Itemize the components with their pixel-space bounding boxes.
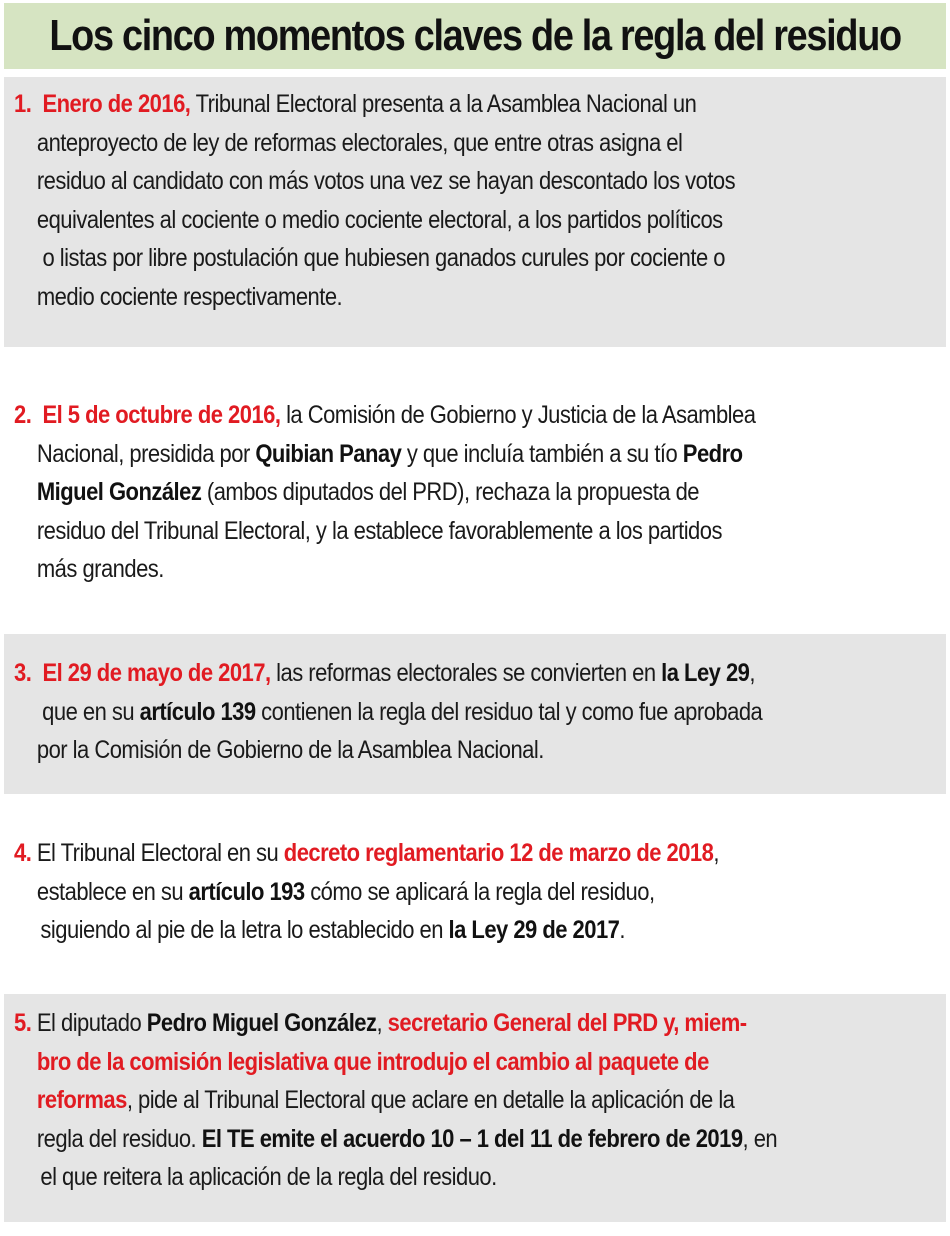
decree-ref: decreto reglamentario 12 de marzo de 2018 [283, 839, 714, 867]
moment-3 [4, 634, 946, 794]
highlight-text: reformas [36, 1086, 127, 1114]
item-text: Nacional, presidida por [36, 439, 256, 468]
title-bar [4, 3, 946, 69]
item-text: , [376, 1009, 388, 1037]
item-text: , en [742, 1124, 778, 1153]
item-number: 1. [14, 90, 32, 118]
item-text: medio cociente respectivamente. [36, 282, 343, 311]
item-text: regla del residuo. [36, 1124, 202, 1153]
moment-2 [4, 388, 946, 618]
item-text: (ambos diputados del PRD), rechaza la propuesta de [201, 478, 700, 506]
moment-4 [4, 826, 946, 966]
item-number: 5. [14, 1009, 32, 1037]
person-name: Miguel González [36, 478, 202, 506]
item-text: más grandes. [36, 555, 164, 583]
person-name: Quibian Panay [255, 439, 402, 468]
item-text: por la Comisión de Gobierno de la Asamblea Nacional. [36, 736, 544, 764]
item-date: El 29 de mayo de 2017, [42, 659, 271, 687]
item-text: , [713, 839, 719, 867]
item-text: Tribunal Electoral presenta a la Asamblea Nacional un [195, 90, 697, 118]
page-title: Los cinco momentos claves de la regla del residuo [49, 11, 901, 60]
item-number: 4. [14, 839, 32, 867]
moment-5 [4, 994, 946, 1222]
item-text: la Comisión de Gobierno y Justicia de la Asamblea [286, 401, 756, 429]
item-text: o listas por libre postulación que hubiesen ganados curules por cociente o [36, 244, 725, 272]
item-text: siguiendo al pie de la letra lo establecido en [40, 916, 449, 944]
highlight-text: bro de la comisión legislativa que introdujo el cambio al paquete de [36, 1047, 709, 1076]
moment-1 [4, 77, 946, 347]
item-text: equivalentes al cociente o medio cociente electoral, a los partidos políticos [36, 205, 723, 234]
item-text: residuo al candidato con más votos una vez se hayan descontado los votos [36, 167, 736, 195]
law-ref: la Ley 29 [661, 659, 750, 687]
article-ref: artículo 193 [188, 877, 305, 906]
person-name: Pedro Miguel González [146, 1009, 377, 1037]
item-text: El Tribunal Electoral en su [36, 839, 284, 867]
item-text: , pide al Tribunal Electoral que aclare en detalle la aplicación de la [126, 1086, 735, 1114]
item-date: Enero de 2016, [42, 90, 191, 118]
item-text: las reformas electorales se convierten en [276, 659, 662, 687]
item-text: El diputado [36, 1009, 147, 1037]
item-number: 3. [14, 659, 32, 687]
item-text: residuo del Tribunal Electoral, y la establece favorablemente a los partidos [36, 516, 722, 545]
item-text: . [619, 916, 625, 944]
highlight-text: secretario General del PRD y, miem- [387, 1009, 747, 1037]
item-text: cómo se aplicará la regla del residuo, [304, 877, 655, 906]
item-text: , [749, 659, 755, 687]
article-ref: artículo 139 [139, 697, 256, 726]
item-number: 2. [14, 401, 32, 429]
item-text: establece en su [36, 877, 189, 906]
item-text: que en su [42, 697, 140, 726]
item-text: el que reitera la aplicación de la regla del residuo. [40, 1163, 497, 1191]
item-text: y que incluía también a su tío [401, 439, 683, 468]
item-date: El 5 de octubre de 2016, [42, 401, 281, 429]
agreement-ref: El TE emite el acuerdo 10 – 1 del 11 de febrero de 2019 [201, 1124, 743, 1153]
law-ref: la Ley 29 de 2017 [448, 916, 620, 944]
person-name: Pedro [682, 439, 743, 468]
item-text: anteproyecto de ley de reformas electorales, que entre otras asigna el [36, 128, 683, 157]
item-text: contienen la regla del residuo tal y como fue aprobada [255, 697, 763, 726]
